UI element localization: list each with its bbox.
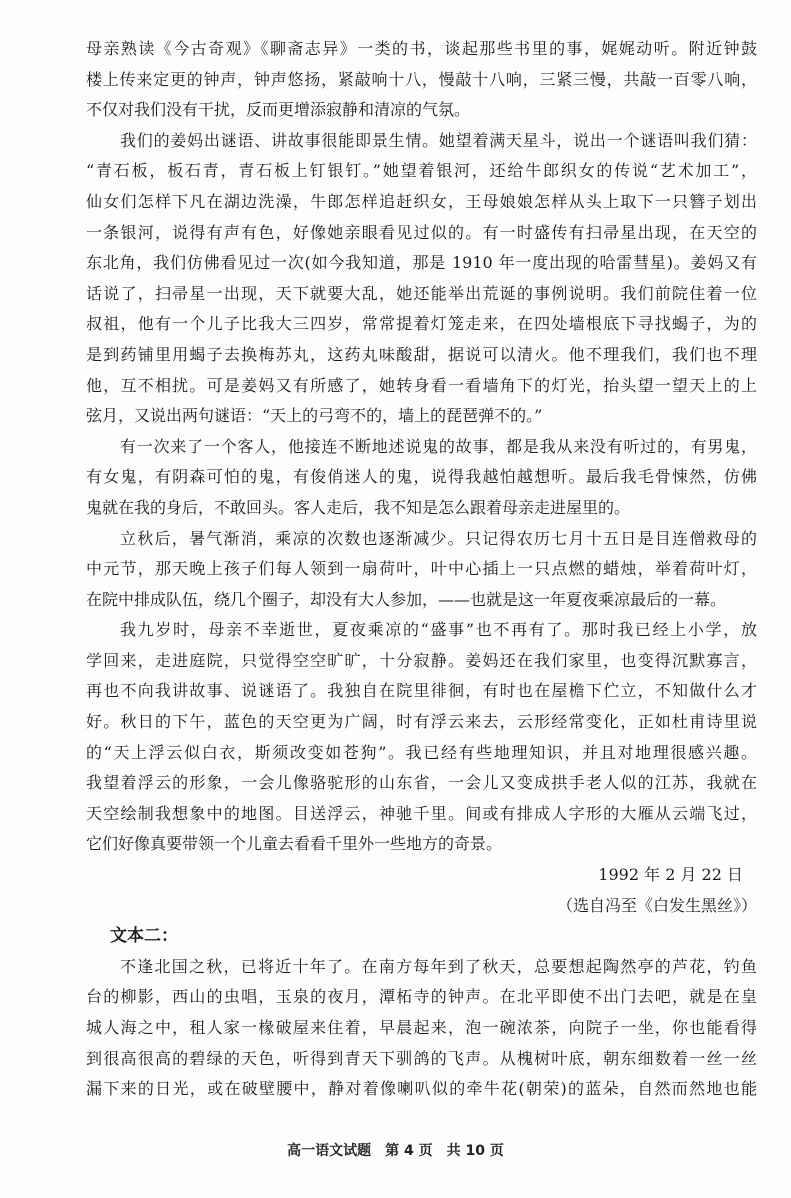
text-line: 有女鬼，有阴森可怕的鬼，有俊俏迷人的鬼，说得我越怕越想听。最后我毛骨悚然，仿佛 (86, 467, 757, 487)
section-heading: 文本二： (110, 926, 178, 947)
text-line: 是到药铺里用蝎子去换梅苏丸，这药丸味酸甜，据说可以清火。他不理我们，我们也不理 (86, 344, 757, 364)
text-line: 学回来，走进庭院，只觉得空空旷旷，十分寂静。姜妈还在我们家里，也变得沉默寡言， (86, 650, 757, 670)
text-line: 楼上传来定更的钟声，钟声悠扬，紧敲响十八，慢敲十八响，三紧三慢，共敲一百零八响， (86, 69, 757, 89)
text-line: 他，互不相扰。可是姜妈又有所感了，她转身看一看墙角下的灯光，抬头望一望天上的上 (86, 375, 757, 395)
text-line: 有一次来了一个客人，他接连不断地述说鬼的故事，都是我从来没有听过的，有男鬼， (120, 436, 757, 456)
text-line: 不逢北国之秋，已将近十年了。在南方每年到了秋天，总要想起陶然亭的芦花，钓鱼 (120, 956, 757, 976)
text-line: 好。秋日的下午，蓝色的天空更为广阔，时有浮云来去，云形经常变化，正如杜甫诗里说 (86, 712, 757, 732)
paragraph (86, 952, 757, 1105)
text-line: 东北角，我们仿佛看见过一次(如今我知道，那是 1910 年一度出现的哈雷彗星)。姜妈又有 (86, 253, 757, 273)
text-line: 到很高很高的碧绿的天色，听得到青天下驯鸽的飞声。从槐树叶底，朝东细数着一丝一丝 (86, 1048, 757, 1068)
text-line: 天空绘制我想象中的地图。目送浮云，神驰千里。间或有排成人字形的大雁从云端飞过， (86, 803, 757, 823)
paragraph (86, 615, 757, 860)
text-line: 我九岁时，母亲不幸逝世，夏夜乘凉的“盛事”也不再有了。那时我已经上小学，放 (120, 620, 757, 640)
text-line: 不仅对我们没有干扰，反而更增添寂静和清凉的气氛。 (86, 100, 471, 120)
paragraph (86, 432, 757, 524)
text-line: 我们的姜妈出谜语、讲故事很能即景生情。她望着满天星斗，说出一个谜语叫我们猜： (120, 130, 757, 150)
paragraph (86, 34, 757, 126)
article-date: 1992 年 2 月 22 日 (598, 865, 743, 885)
text-line: 再也不向我讲故事、说谜语了。我独自在院里徘徊，有时也在屋檐下伫立，不知做什么才 (86, 681, 757, 701)
text-line: 立秋后，暑气渐消，乘凉的次数也逐渐减少。只记得农历七月十五日是目连僧救母的 (120, 528, 757, 548)
text-line: 母亲熟读《今古奇观》《聊斋志异》一类的书，谈起那些书里的事，娓娓动听。附近钟鼓 (86, 39, 757, 58)
text-line: 它们好像真要带领一个儿童去看看千里外一些地方的奇景。 (86, 834, 503, 854)
text-line: 的“天上浮云似白衣，斯须改变如苍狗”。我已经有些地理知识，并且对地理很感兴趣。 (86, 742, 757, 762)
text-line: 话说了，扫帚星一出现，天下就要大乱，她还能举出荒诞的事例说明。我们前院住着一位 (86, 283, 757, 303)
text-line: 在院中排成队伍，绕几个圈子，却没有大人参加，——也就是这一年夏夜乘凉最后的一幕。 (86, 589, 727, 609)
article-source: （选自冯至《白发生黑丝》） (556, 895, 757, 915)
text-line: 漏下来的日光，或在破壁腰中，静对着像喇叭似的牵牛花(朝荣)的蓝朵，自然而然地也能 (86, 1079, 757, 1099)
text-line: 台的柳影，西山的虫唱，玉泉的夜月，潭柘寺的钟声。在北平即使不出门去吧，就是在皇 (86, 987, 757, 1007)
paragraph (86, 524, 757, 616)
text-line: 中元节，那天晚上孩子们每人领到一扇荷叶，叶中心插上一只点燃的蜡烛，举着荷叶灯， (86, 559, 757, 579)
text-line: 鬼就在我的身后，不敢回头。客人走后，我不知是怎么跟着母亲走进屋里的。 (86, 497, 631, 517)
article-body (86, 34, 757, 1105)
text-line: 叔祖，他有一个儿子比我大三四岁，常常提着灯笼走来，在四处墙根底下寻找蝎子，为的 (86, 314, 757, 334)
text-line: 弦月，又说出两句谜语：“天上的弓弯不的，墙上的琵琶弹不的。” (86, 406, 543, 426)
paragraph (86, 126, 757, 432)
text-line: 城人海之中，租人家一椽破屋来住着，早晨起来，泡一碗浓茶，向院子一坐，你也能看得 (86, 1018, 757, 1037)
text-line: 一条银河，说得有声有色，好像她亲眼看见过似的。有一时盛传有扫帚星出现，在天空的 (86, 222, 757, 242)
text-line: 我望着浮云的形象，一会儿像骆驼形的山东省，一会儿又变成拱手老人似的江苏，我就在 (86, 773, 757, 793)
text-line: 仙女们怎样下凡在湖边洗澡，牛郎怎样追赶织女，王母娘娘怎样从头上取下一只簪子划出 (86, 191, 757, 211)
page-footer: 高一语文试题 第 4 页 共 10 页 (287, 1143, 504, 1159)
text-line: “青石板，板石青，青石板上钉银钉。”她望着银河，还给牛郎织女的传说“艺术加工”， (86, 161, 757, 181)
